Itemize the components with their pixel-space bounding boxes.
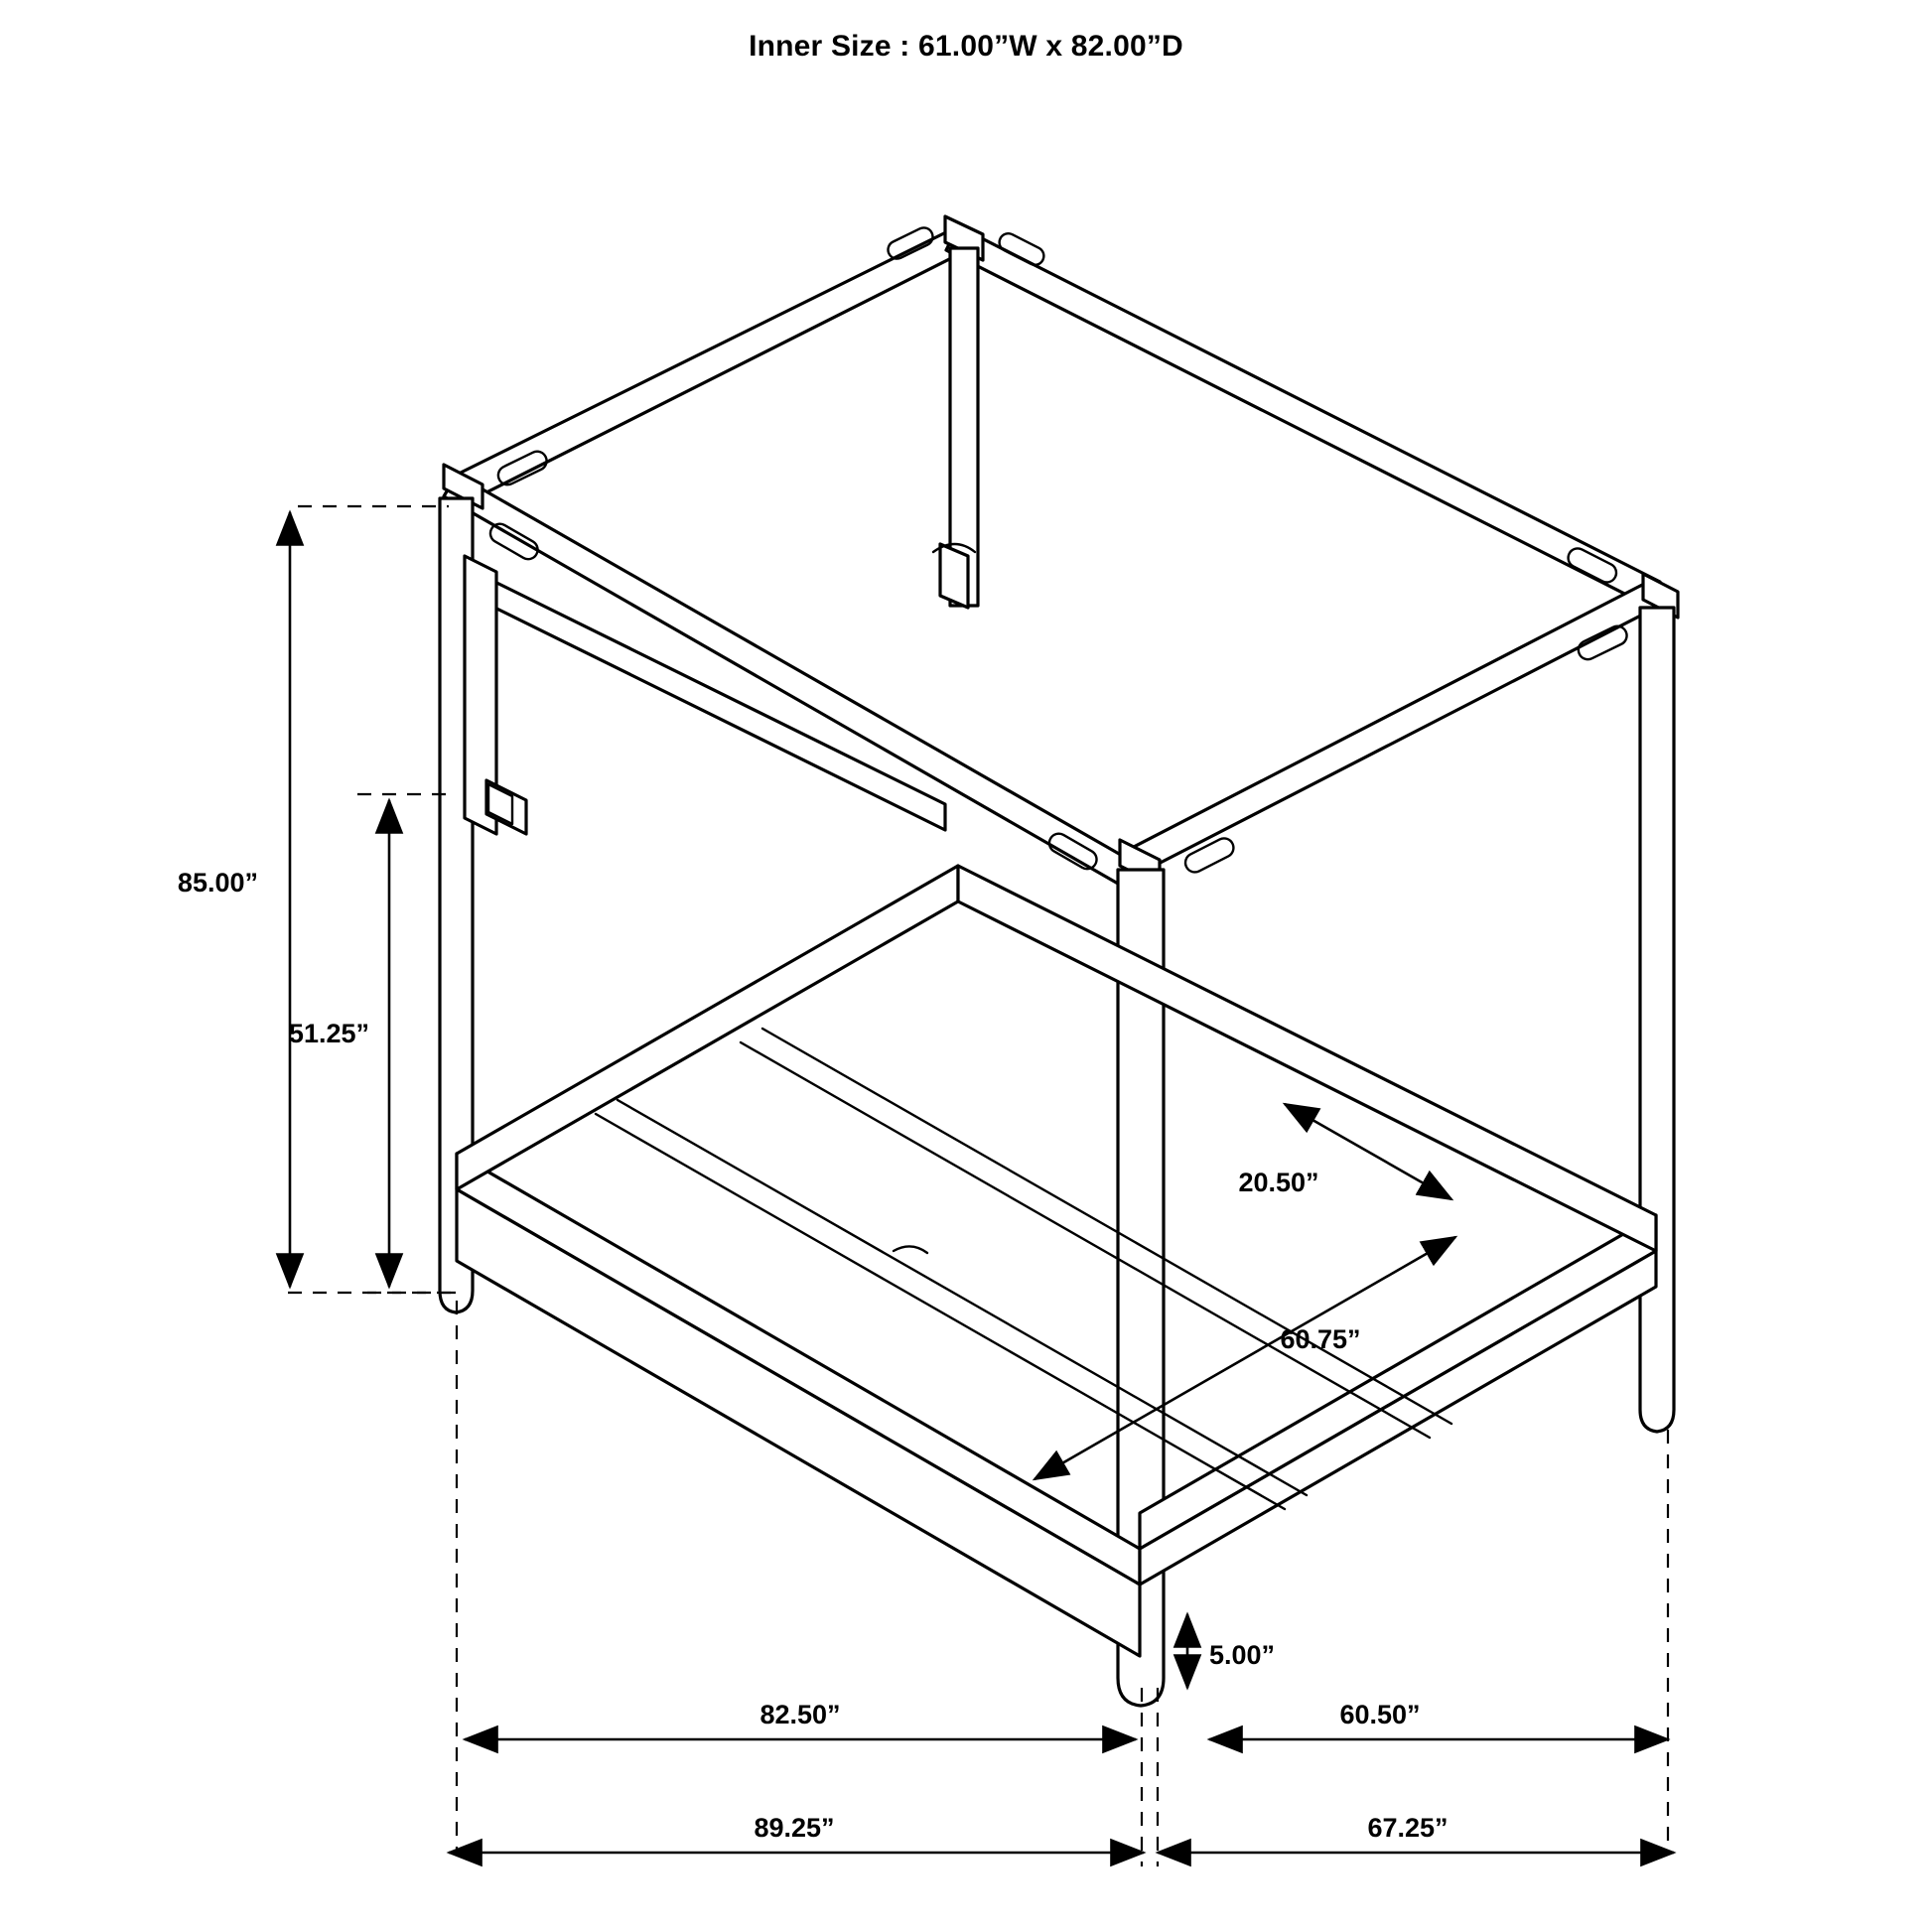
dimension-label-6725: 67.25”: [1367, 1813, 1449, 1843]
dimension-label-5125: 51.25”: [288, 1019, 369, 1048]
dimension-label-2050: 20.50”: [1238, 1168, 1319, 1197]
center-support: [894, 1246, 927, 1253]
dimension-total-height: [178, 512, 290, 1287]
canopy-top-rails: [444, 216, 1678, 892]
page-title: Inner Size : 61.00”W x 82.00”D: [749, 30, 1183, 63]
platform-rails: [457, 866, 1656, 1656]
dimension-canopy-clearance: [289, 800, 389, 1287]
upper-cross-rail: [467, 544, 975, 830]
bed-posts: [440, 248, 1674, 1706]
dimension-label-8250: 82.50”: [759, 1700, 841, 1729]
dimension-label-6050: 60.50”: [1339, 1700, 1421, 1729]
dimension-floor-clearance: [1187, 1614, 1275, 1688]
dimension-label-6075: 60.75”: [1280, 1324, 1361, 1354]
dimension-side-rail-length: [1035, 1237, 1455, 1479]
bed-frame-illustration: [440, 216, 1678, 1706]
rail-slot-holes: [486, 224, 1629, 875]
dimension-label-8925: 89.25”: [754, 1813, 835, 1843]
dimension-outer-depth: [465, 1700, 1136, 1739]
dimension-label-85: 85.00”: [177, 868, 258, 897]
dimension-label-500: 5.00”: [1209, 1640, 1276, 1670]
dimension-overall-depth: [449, 1813, 1144, 1853]
dimension-outer-width: [1209, 1700, 1668, 1739]
dimension-overall-width: [1158, 1813, 1674, 1853]
